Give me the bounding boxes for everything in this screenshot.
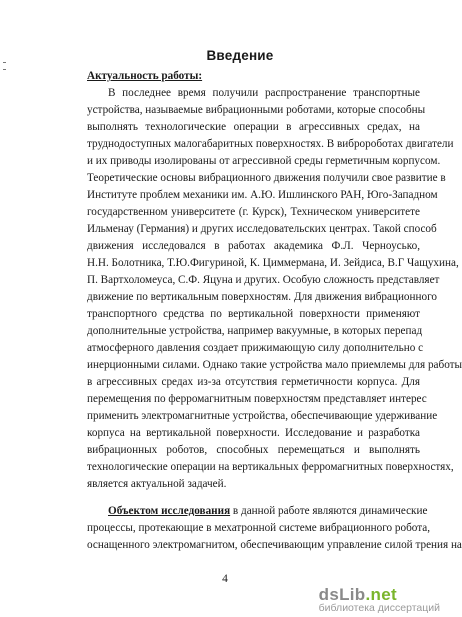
paragraph-line: и их приводы изолированы от агрессивной среды герметичным корпусом. bbox=[87, 155, 441, 167]
paragraph-line bbox=[108, 503, 428, 520]
paragraph-line: вибрационных роботов, способных перемещаться и выполнять bbox=[87, 444, 420, 456]
paragraph-line: труднодоступных малогабаритных поверхностях. В вибророботах двигатели bbox=[87, 138, 454, 150]
watermark-logo-part2: .net bbox=[365, 585, 397, 604]
paragraph-line: атмосферного давления создает прижимающую силу дополнительно с bbox=[87, 342, 424, 354]
object-rest: в данной работе являются динамические bbox=[230, 505, 428, 517]
paragraph-line: корпуса на вертикальной поверхности. Исследование и разработка bbox=[87, 427, 420, 439]
margin-tick bbox=[3, 69, 6, 70]
paragraph-line: применить электромагнитные устройства, обеспечивающие удерживание bbox=[87, 410, 438, 422]
section-heading: Введение bbox=[206, 48, 274, 63]
watermark-logo-part1: dsLib bbox=[318, 585, 366, 604]
object-label: Объектом исследования bbox=[108, 505, 231, 517]
paragraph-line: государственном университете (г. Курск), Техническом университете bbox=[87, 206, 420, 218]
paragraph-line: является актуальной задачей. bbox=[87, 478, 227, 490]
paragraph-line: Н.Н. Болотника, Т.Ю.Фигуриной, К. Циммермана, И. Зейдиса, В.Г Чащухина, bbox=[87, 257, 459, 269]
paragraph-line: В последнее время получили распространение транспортные bbox=[108, 87, 420, 99]
paragraph-line: движения исследовался в работах академика Ф.Л. Черноусько, bbox=[87, 240, 420, 252]
paragraph-line: П. Вартхоломеуса, С.Ф. Яцуна и других. Особую сложность представляет bbox=[87, 274, 440, 286]
subheading-line bbox=[87, 68, 420, 85]
paragraph-line: процессы, протекающие в мехатронной системе вибрационного робота, bbox=[87, 522, 431, 534]
page-number: 4 bbox=[222, 573, 228, 585]
paragraph-line: дополнительные устройства, например вакуумные, в которых перепад bbox=[87, 325, 423, 337]
watermark-logo bbox=[319, 585, 440, 614]
paragraph-line: устройства, называемые вибрационными роботами, которые способны bbox=[87, 104, 426, 116]
paragraph-line: Теоретические основы вибрационного движения получили свое развитие в bbox=[87, 172, 446, 184]
paragraph-line: Институте проблем механики им. А.Ю. Ишлинского РАН, Юго-Западном bbox=[87, 189, 438, 201]
paragraph-line: технологические операции на вертикальных ферромагнитных поверхностях, bbox=[87, 461, 454, 473]
paragraph-line: движение по вертикальным поверхностям. Для движения вибрационного bbox=[87, 291, 438, 303]
paragraph-line: Ильменау (Германия) и других исследовательских центрах. Такой способ bbox=[87, 223, 437, 235]
paragraph-line: в агрессивных средах из-за отсутствия герметичности корпуса. Для bbox=[87, 376, 420, 388]
paragraph-line: выполнять технологические операции в агрессивных средах, на bbox=[87, 121, 420, 133]
watermark-subtitle: библиотека диссертаций bbox=[318, 602, 440, 614]
paragraph-line: транспортного средства по вертикальной поверхности применяют bbox=[87, 308, 420, 320]
subheading: Актуальность работы: bbox=[87, 70, 203, 82]
paragraph-line: инерционными силами. Однако такие устройства мало приемлемы для работы bbox=[87, 359, 462, 371]
paragraph-line: перемещения по ферромагнитным поверхностям представляет интерес bbox=[87, 393, 427, 405]
paragraph-line: оснащенного электромагнитом, обеспечивающим управление силой трения на bbox=[87, 539, 462, 551]
